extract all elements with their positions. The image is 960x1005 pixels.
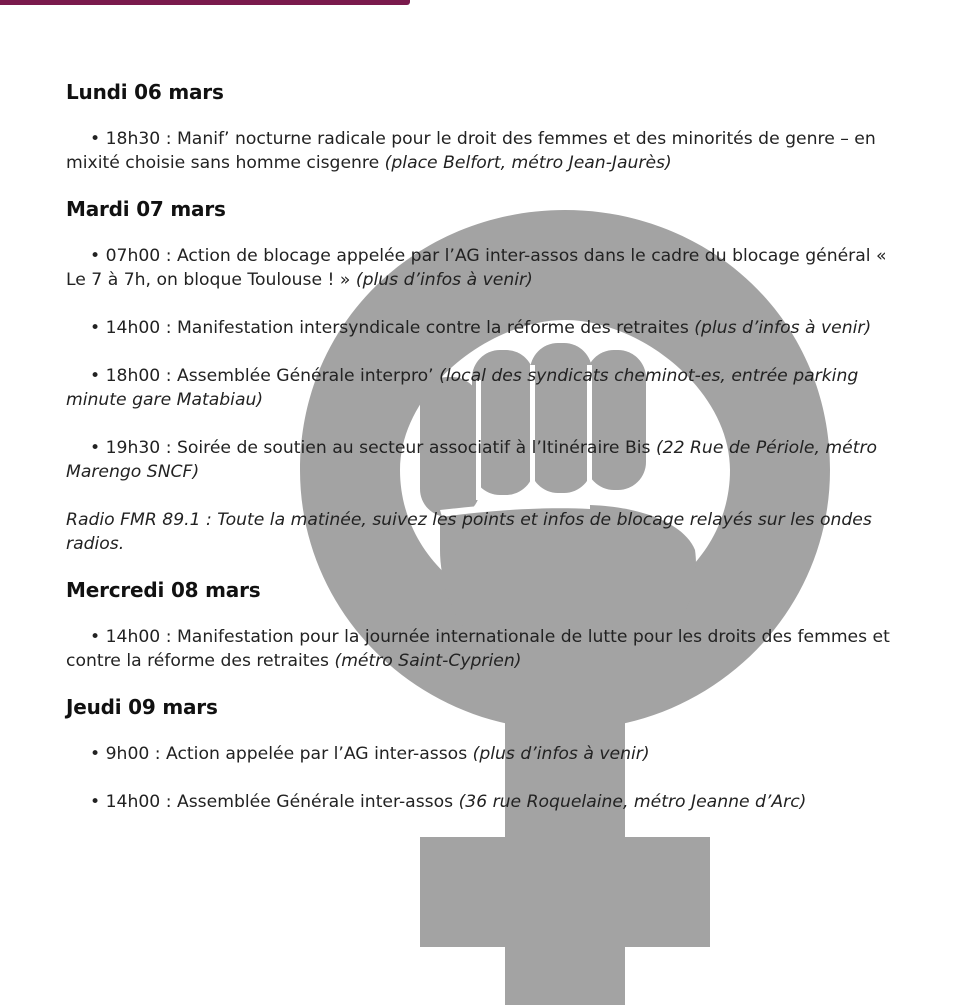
event-item: • 14h00 : Manifestation intersyndicale contre la réforme des retraites (plus d’infos à venir)	[90, 318, 872, 338]
day-title-mercredi: Mercredi 08 mars	[66, 578, 261, 602]
event-item: • 07h00 : Action de blocage appelée par l’AG inter-assos dans le cadre du blocage général « Le 7 à 7h, on bloque Toulouse ! » (plus d’infos à venir)	[66, 246, 887, 290]
event-item: • 14h00 : Assemblée Générale inter-assos (36 rue Roquelaine, métro Jeanne d’Arc)	[90, 792, 807, 812]
event-item: • 19h30 : Soirée de soutien au secteur associatif à l’Itinéraire Bis (22 Rue de Périole, métro Marengo SNCF)	[66, 438, 878, 482]
day-title-mardi: Mardi 07 mars	[66, 197, 226, 221]
radio-note: Radio FMR 89.1 : Toute la matinée, suivez les points et infos de blocage relayés sur les ondes radios.	[66, 510, 872, 554]
top-accent-bar	[0, 0, 410, 5]
day-title-lundi: Lundi 06 mars	[66, 80, 224, 104]
day-title-jeudi: Jeudi 09 mars	[66, 695, 218, 719]
event-item: • 9h00 : Action appelée par l’AG inter-assos (plus d’infos à venir)	[90, 744, 650, 764]
event-item: • 14h00 : Manifestation pour la journée internationale de lutte pour les droits des femmes et contre la réforme des retraites (métro Saint-Cyprien)	[66, 627, 890, 671]
schedule-content	[66, 80, 896, 814]
event-item: • 18h00 : Assemblée Générale interpro’ (local des syndicats cheminot-es, entrée parking minute gare Matabiau)	[66, 366, 859, 410]
event-item: • 18h30 : Manif’ nocturne radicale pour le droit des femmes et des minorités de genre – en mixité choisie sans homme cisgenre (place Belfort, métro Jean-Jaurès)	[66, 129, 876, 173]
